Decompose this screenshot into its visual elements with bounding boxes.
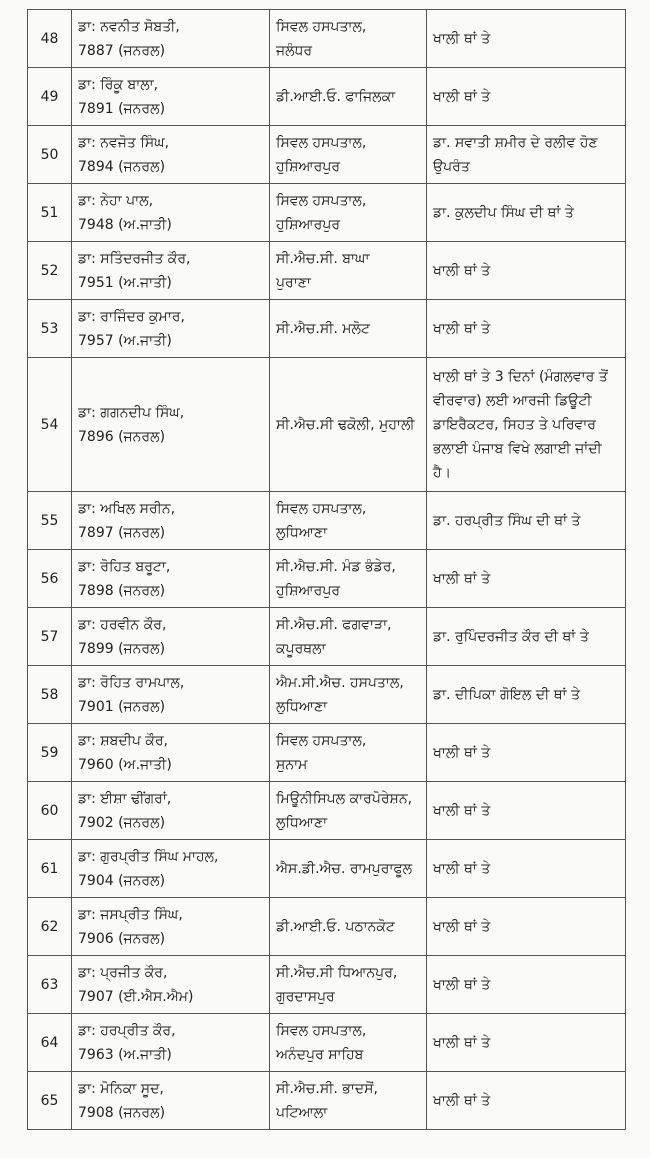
station-line-1: ਸਿਵਲ ਹਸਪਤਾਲ, — [276, 500, 367, 517]
doctor-cell — [72, 184, 270, 242]
doctor-cell — [72, 358, 270, 492]
station-line-1: ਸਿਵਲ ਹਸਪਤਾਲ, — [276, 1022, 367, 1039]
doctor-cell — [72, 840, 270, 898]
doctor-code: 7907 (ਈ.ਐਸ.ਐਮ) — [78, 988, 194, 1005]
remark — [427, 956, 626, 1014]
station-cell — [270, 242, 427, 300]
doctor-code: 7904 (ਜਨਰਲ) — [78, 872, 166, 889]
doctor-code: 7957 (ਅ.ਜਾਤੀ) — [78, 332, 172, 349]
station-line-2: ਹੁਸ਼ਿਆਰਪੁਰ — [276, 582, 341, 599]
doctor-cell — [72, 126, 270, 184]
station-line-1: ਸੀ.ਐਚ.ਸੀ. ਭਾਦਸੋਂ, — [276, 1080, 378, 1097]
table-row — [28, 1014, 626, 1072]
station-cell — [270, 1014, 427, 1072]
remark-text: ਖਾਲੀ ਥਾਂ ਤੇ — [433, 88, 491, 105]
doctor-name: ਡਾ: ਸਤਿੰਦਰਜੀਤ ਕੌਰ, — [78, 250, 191, 267]
serial-number: 65 — [28, 1072, 72, 1130]
remark-text: ਡਾ. ਸਵਾਤੀ ਸ਼ਮੀਰ ਦੇ ਰਲੀਵ ਹੋਣ ਉਪਰੰਤ — [433, 134, 598, 175]
doctor-cell — [72, 666, 270, 724]
station-cell — [270, 68, 427, 126]
table-row — [28, 724, 626, 782]
doctor-name: ਡਾ: ਰਿੰਕੂ ਬਾਲਾ, — [78, 76, 159, 93]
table-row — [28, 358, 626, 492]
doctor-name: ਡਾ: ਮੋਨਿਕਾ ਸੂਦ, — [78, 1080, 164, 1097]
serial-number: 48 — [28, 10, 72, 68]
station-line-1: ਸਿਵਲ ਹਸਪਤਾਲ, — [276, 732, 367, 749]
station-line-2: ਹੁਸ਼ਿਆਰਪੁਰ — [276, 158, 341, 175]
doctor-name: ਡਾ: ਸ਼ਬਦੀਪ ਕੌਰ, — [78, 732, 168, 749]
remark — [427, 666, 626, 724]
doctor-name: ਡਾ: ਰਾਜਿੰਦਰ ਕੁਮਾਰ, — [78, 308, 185, 325]
station-cell — [270, 492, 427, 550]
doctor-cell — [72, 242, 270, 300]
remark-text: ਖਾਲੀ ਥਾਂ ਤੇ — [433, 918, 491, 935]
station-cell — [270, 666, 427, 724]
doctor-cell — [72, 68, 270, 126]
remark — [427, 300, 626, 358]
remark — [427, 126, 626, 184]
doctor-code: 7963 (ਅ.ਜਾਤੀ) — [78, 1046, 172, 1063]
station-line-1: ਐਸ.ਡੀ.ਐਚ. ਰਾਮਪੁਰਾਫੂਲ — [276, 860, 413, 877]
remark — [427, 840, 626, 898]
remark-text: ਖਾਲੀ ਥਾਂ ਤੇ — [433, 320, 491, 337]
station-cell — [270, 782, 427, 840]
station-cell — [270, 724, 427, 782]
doctor-name: ਡਾ: ਹਰਪ੍ਰੀਤ ਕੌਰ, — [78, 1022, 176, 1039]
station-line-1: ਸੀ.ਐਚ.ਸੀ. ਮਲੋਟ — [276, 320, 370, 337]
remark-text: ਖਾਲੀ ਥਾਂ ਤੇ — [433, 1092, 491, 1109]
table-row — [28, 666, 626, 724]
table-row — [28, 956, 626, 1014]
remark — [427, 68, 626, 126]
remark — [427, 492, 626, 550]
doctor-code: 7902 (ਜਨਰਲ) — [78, 814, 166, 831]
doctor-name: ਡਾ: ਨਵਨੀਤ ਸੋਬਤੀ, — [78, 18, 180, 35]
doctor-cell — [72, 1072, 270, 1130]
remark — [427, 184, 626, 242]
serial-number: 56 — [28, 550, 72, 608]
serial-number: 64 — [28, 1014, 72, 1072]
remark — [427, 10, 626, 68]
doctor-name: ਡਾ: ਜਸਪ੍ਰੀਤ ਸਿੰਘ, — [78, 906, 183, 923]
remark — [427, 1014, 626, 1072]
station-line-1: ਸਿਵਲ ਹਸਪਤਾਲ, — [276, 18, 367, 35]
remark-text: ਡਾ. ਰੁਪਿੰਦਰਜੀਤ ਕੌਰ ਦੀ ਥਾਂ ਤੇ — [433, 628, 589, 645]
doctor-cell — [72, 898, 270, 956]
serial-number: 63 — [28, 956, 72, 1014]
doctor-cell — [72, 300, 270, 358]
doctor-code: 7894 (ਜਨਰਲ) — [78, 158, 166, 175]
station-line-1: ਮਿਊਨੀਸਿਪਲ ਕਾਰਪੋਰੇਸ਼ਨ, — [276, 790, 413, 807]
doctor-code: 7896 (ਜਨਰਲ) — [78, 428, 166, 445]
doctor-code: 7948 (ਅ.ਜਾਤੀ) — [78, 216, 172, 233]
remark-text: ਖਾਲੀ ਥਾਂ ਤੇ — [433, 30, 491, 47]
serial-number: 52 — [28, 242, 72, 300]
doctor-name: ਡਾ: ਈਸ਼ਾ ਢੀਂਗਰਾਂ, — [78, 790, 172, 807]
serial-number: 61 — [28, 840, 72, 898]
remark — [427, 358, 626, 492]
remark — [427, 898, 626, 956]
station-cell — [270, 550, 427, 608]
remark — [427, 1072, 626, 1130]
station-line-1: ਐਮ.ਸੀ.ਐਚ. ਹਸਪਤਾਲ, — [276, 674, 404, 691]
serial-number: 59 — [28, 724, 72, 782]
postings-table-body — [28, 10, 626, 1130]
station-line-2: ਜਲੰਧਰ — [276, 42, 313, 59]
station-cell — [270, 956, 427, 1014]
table-row — [28, 184, 626, 242]
doctor-code: 7898 (ਜਨਰਲ) — [78, 582, 166, 599]
doctor-name: ਡਾ: ਗੁਰਪ੍ਰੀਤ ਸਿੰਘ ਮਾਹਲ, — [78, 848, 219, 865]
station-line-1: ਸੀ.ਐਚ.ਸੀ. ਬਾਘਾ — [276, 250, 370, 267]
remark-text: ਖਾਲੀ ਥਾਂ ਤੇ — [433, 744, 491, 761]
station-line-1: ਡੀ.ਆਈ.ਓ. ਪਠਾਨਕੋਟ — [276, 918, 395, 935]
station-cell — [270, 840, 427, 898]
remark-text: ਡਾ. ਕੁਲਦੀਪ ਸਿੰਘ ਦੀ ਥਾਂ ਤੇ — [433, 204, 574, 221]
station-line-2: ਪੁਰਾਣਾ — [276, 274, 311, 291]
serial-number: 55 — [28, 492, 72, 550]
table-row — [28, 898, 626, 956]
station-line-1: ਸੀ.ਐਚ.ਸੀ ਧਿਆਨਪੁਰ, — [276, 964, 398, 981]
station-cell — [270, 300, 427, 358]
table-row — [28, 550, 626, 608]
serial-number: 51 — [28, 184, 72, 242]
table-row — [28, 782, 626, 840]
doctor-cell — [72, 782, 270, 840]
doctor-code: 7897 (ਜਨਰਲ) — [78, 524, 166, 541]
serial-number: 53 — [28, 300, 72, 358]
station-line-1: ਸੀ.ਐਚ.ਸੀ ਢਕੋਲੀ, ਮੁਹਾਲੀ — [276, 416, 415, 433]
doctor-name: ਡਾ: ਰੋਹਿਤ ਰਾਮਪਾਲ, — [78, 674, 185, 691]
serial-number: 49 — [28, 68, 72, 126]
doctor-cell — [72, 724, 270, 782]
station-line-1: ਡੀ.ਆਈ.ਓ. ਫਾਜਿਲਕਾ — [276, 88, 396, 105]
doctor-code: 7887 (ਜਨਰਲ) — [78, 42, 166, 59]
doctor-name: ਡਾ: ਅਖਿਲ ਸਰੀਨ, — [78, 500, 176, 517]
table-row — [28, 242, 626, 300]
station-cell — [270, 10, 427, 68]
doctor-name: ਡਾ: ਹਰਵੀਨ ਕੌਰ, — [78, 616, 167, 633]
station-cell — [270, 898, 427, 956]
doctor-name: ਡਾ: ਪ੍ਰਜੀਤ ਕੌਰ, — [78, 964, 168, 981]
doctor-code: 7960 (ਅ.ਜਾਤੀ) — [78, 756, 172, 773]
table-row — [28, 840, 626, 898]
remark-text: ਡਾ. ਦੀਪਿਕਾ ਗੋਇਲ ਦੀ ਥਾਂ ਤੇ — [433, 686, 581, 703]
remark-text: ਖਾਲੀ ਥਾਂ ਤੇ — [433, 860, 491, 877]
serial-number: 50 — [28, 126, 72, 184]
table-row — [28, 608, 626, 666]
remark-text: ਖਾਲੀ ਥਾਂ ਤੇ — [433, 1034, 491, 1051]
doctor-cell — [72, 956, 270, 1014]
station-line-2: ਲੁਧਿਆਣਾ — [276, 524, 328, 541]
doctor-cell — [72, 1014, 270, 1072]
doctor-code: 7899 (ਜਨਰਲ) — [78, 640, 166, 657]
serial-number: 57 — [28, 608, 72, 666]
remark-text: ਖਾਲੀ ਥਾਂ ਤੇ — [433, 570, 491, 587]
doctor-code: 7906 (ਜਨਰਲ) — [78, 930, 166, 947]
station-line-1: ਸੀ.ਐਚ.ਸੀ. ਮੰਡ ਭੰਡੇਰ, — [276, 558, 396, 575]
table-row — [28, 126, 626, 184]
station-line-2: ਅਨੰਦਪੁਰ ਸਾਹਿਬ — [276, 1046, 364, 1063]
remark-text: ਡਾ. ਹਰਪ੍ਰੀਤ ਸਿੰਘ ਦੀ ਥਾਂ ਤੇ — [433, 512, 581, 529]
serial-number: 62 — [28, 898, 72, 956]
station-cell — [270, 358, 427, 492]
doctor-cell — [72, 10, 270, 68]
doctor-name: ਡਾ: ਰੋਹਿਤ ਬਰੂਟਾ, — [78, 558, 171, 575]
remark — [427, 724, 626, 782]
remark — [427, 242, 626, 300]
station-cell — [270, 184, 427, 242]
remark-text: ਖਾਲੀ ਥਾਂ ਤੇ — [433, 976, 491, 993]
doctor-name: ਡਾ: ਨਵਜੋਤ ਸਿੰਘ, — [78, 134, 170, 151]
doctor-cell — [72, 550, 270, 608]
table-row — [28, 300, 626, 358]
station-line-2: ਕਪੂਰਥਲਾ — [276, 640, 326, 657]
remark — [427, 782, 626, 840]
doctor-code: 7891 (ਜਨਰਲ) — [78, 100, 166, 117]
table-row — [28, 492, 626, 550]
postings-table — [27, 9, 626, 1130]
remark — [427, 608, 626, 666]
station-line-1: ਸਿਵਲ ਹਸਪਤਾਲ, — [276, 192, 367, 209]
station-line-2: ਸੁਨਾਮ — [276, 756, 308, 773]
table-row — [28, 10, 626, 68]
station-cell — [270, 1072, 427, 1130]
remark — [427, 550, 626, 608]
station-cell — [270, 608, 427, 666]
remark-text: ਖਾਲੀ ਥਾਂ ਤੇ — [433, 262, 491, 279]
table-row — [28, 68, 626, 126]
station-line-2: ਹੁਸ਼ਿਆਰਪੁਰ — [276, 216, 341, 233]
serial-number: 58 — [28, 666, 72, 724]
serial-number: 60 — [28, 782, 72, 840]
table-row — [28, 1072, 626, 1130]
doctor-cell — [72, 492, 270, 550]
remark-text: ਖਾਲੀ ਥਾਂ ਤੇ 3 ਦਿਨਾਂ (ਮੰਗਲਵਾਰ ਤੋਂ ਵੀਰਵਾਰ) ਲਈ ਆਰਜੀ ਡਿਊਟੀ ਡਾਇਰੈਕਟਰ, ਸਿਹਤ ਤੇ ਪਰਿਵਾਰ ਭਲਾਈ ਪੰਜਾਬ ਵਿਖੇ ਲਗਾਈ ਜਾਂਦੀ ਹੈ। — [433, 368, 608, 481]
doctor-name: ਡਾ: ਗਗਨਦੀਪ ਸਿੰਘ, — [78, 404, 185, 421]
station-line-2: ਲੁਧਿਆਣਾ — [276, 698, 328, 715]
station-line-2: ਪਟਿਆਲਾ — [276, 1104, 328, 1121]
station-line-1: ਸੀ.ਐਚ.ਸੀ. ਫਗਵਾੜਾ, — [276, 616, 392, 633]
doctor-name: ਡਾ: ਨੇਹਾ ਪਾਲ, — [78, 192, 154, 209]
remark-text: ਖਾਲੀ ਥਾਂ ਤੇ — [433, 802, 491, 819]
station-cell — [270, 126, 427, 184]
serial-number: 54 — [28, 358, 72, 492]
doctor-code: 7908 (ਜਨਰਲ) — [78, 1104, 166, 1121]
station-line-2: ਗੁਰਦਾਸਪੁਰ — [276, 988, 335, 1005]
doctor-code: 7901 (ਜਨਰਲ) — [78, 698, 166, 715]
doctor-cell — [72, 608, 270, 666]
station-line-1: ਸਿਵਲ ਹਸਪਤਾਲ, — [276, 134, 367, 151]
doctor-code: 7951 (ਅ.ਜਾਤੀ) — [78, 274, 172, 291]
station-line-2: ਲੁਧਿਆਣਾ — [276, 814, 328, 831]
